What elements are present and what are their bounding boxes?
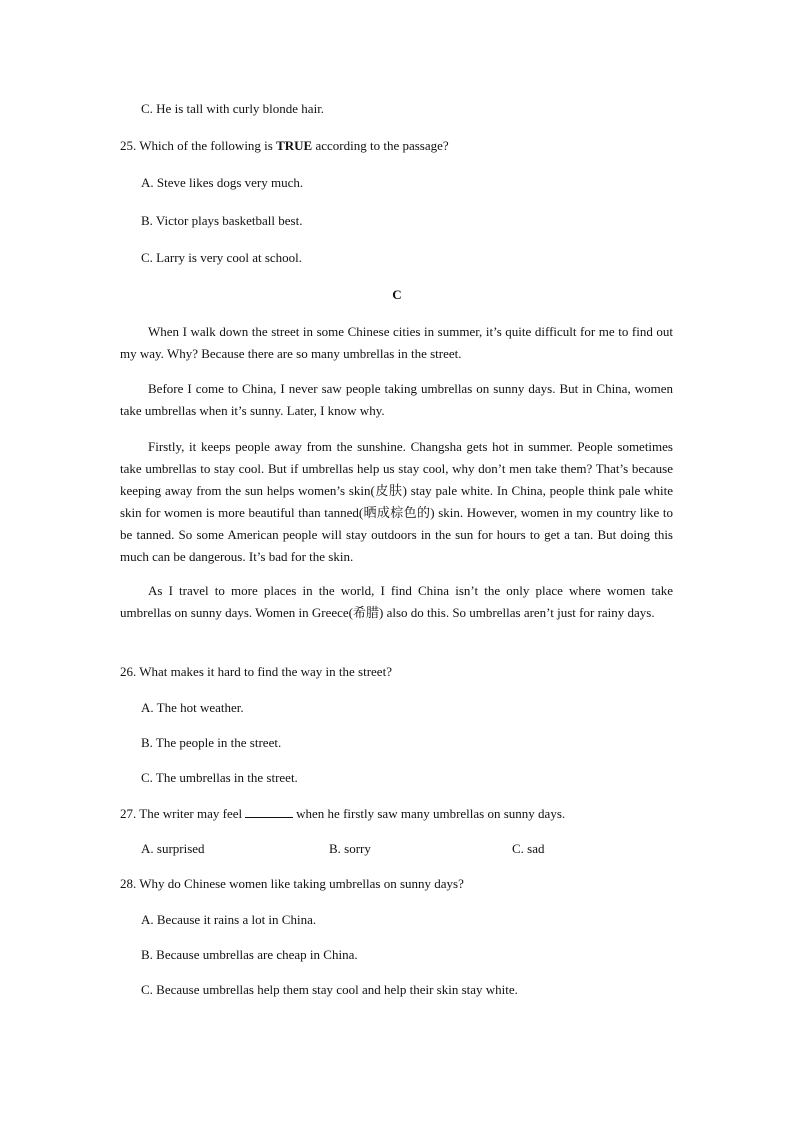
q28-option-b: B. Because umbrellas are cheap in China. bbox=[141, 947, 358, 962]
passage-paragraph-4: As I travel to more places in the world, I find China isn’t the only place where women take umbrellas on sunny days. Women in Greece(希腊) also do this. So umbrellas aren’t just for rainy days. bbox=[120, 583, 673, 620]
q26-option-a: A. The hot weather. bbox=[141, 700, 244, 715]
passage-paragraph-3: Firstly, it keeps people away from the sunshine. Changsha gets hot in summer. People sometimes take umbrellas to stay cool. But if umbrellas help us stay cool, why don’t men take them? That’s because keeping away from the sun helps women’s skin(皮肤) stay pale white. In China, people think pale white skin for women is more beautiful than tanned(晒成棕色的) skin. However, women in my country like to be tanned. So some American people will stay outdoors in the sun for hours to get a tan. But doing this much can be dangerous. It’s bad for the skin. bbox=[120, 439, 673, 564]
q26-option-b: B. The people in the street. bbox=[141, 735, 282, 750]
q27-option-a: A. surprised bbox=[141, 841, 205, 856]
section-heading: C bbox=[392, 287, 402, 302]
q25-option-a: A. Steve likes dogs very much. bbox=[141, 175, 304, 190]
q25-option-c: C. Larry is very cool at school. bbox=[141, 250, 303, 265]
q27-option-b: B. sorry bbox=[329, 841, 371, 856]
q27-option-c: C. sad bbox=[512, 841, 545, 856]
answer-blank bbox=[245, 806, 293, 818]
question-27: 27. The writer may feel when he firstly saw many umbrellas on sunny days. bbox=[120, 806, 566, 821]
q24-option-c: C. He is tall with curly blonde hair. bbox=[141, 101, 325, 116]
q28-option-c: C. Because umbrellas help them stay cool and help their skin stay white. bbox=[141, 982, 518, 997]
q25-option-b: B. Victor plays basketball best. bbox=[141, 213, 303, 228]
question-25: 25. Which of the following is TRUE according to the passage? bbox=[120, 138, 449, 153]
passage-paragraph-2: Before I come to China, I never saw people taking umbrellas on sunny days. But in China, women take umbrellas when it’s sunny. Later, I know why. bbox=[120, 381, 673, 418]
emphasis-true: TRUE bbox=[276, 138, 313, 153]
passage-paragraph-1: When I walk down the street in some Chinese cities in summer, it’s quite difficult for me to find out my way. Why? Because there are so many umbrellas in the street. bbox=[120, 324, 673, 361]
question-26: 26. What makes it hard to find the way in the street? bbox=[120, 664, 392, 679]
q26-option-c: C. The umbrellas in the street. bbox=[141, 770, 298, 785]
q28-option-a: A. Because it rains a lot in China. bbox=[141, 912, 317, 927]
question-28: 28. Why do Chinese women like taking umbrellas on sunny days? bbox=[120, 876, 464, 891]
